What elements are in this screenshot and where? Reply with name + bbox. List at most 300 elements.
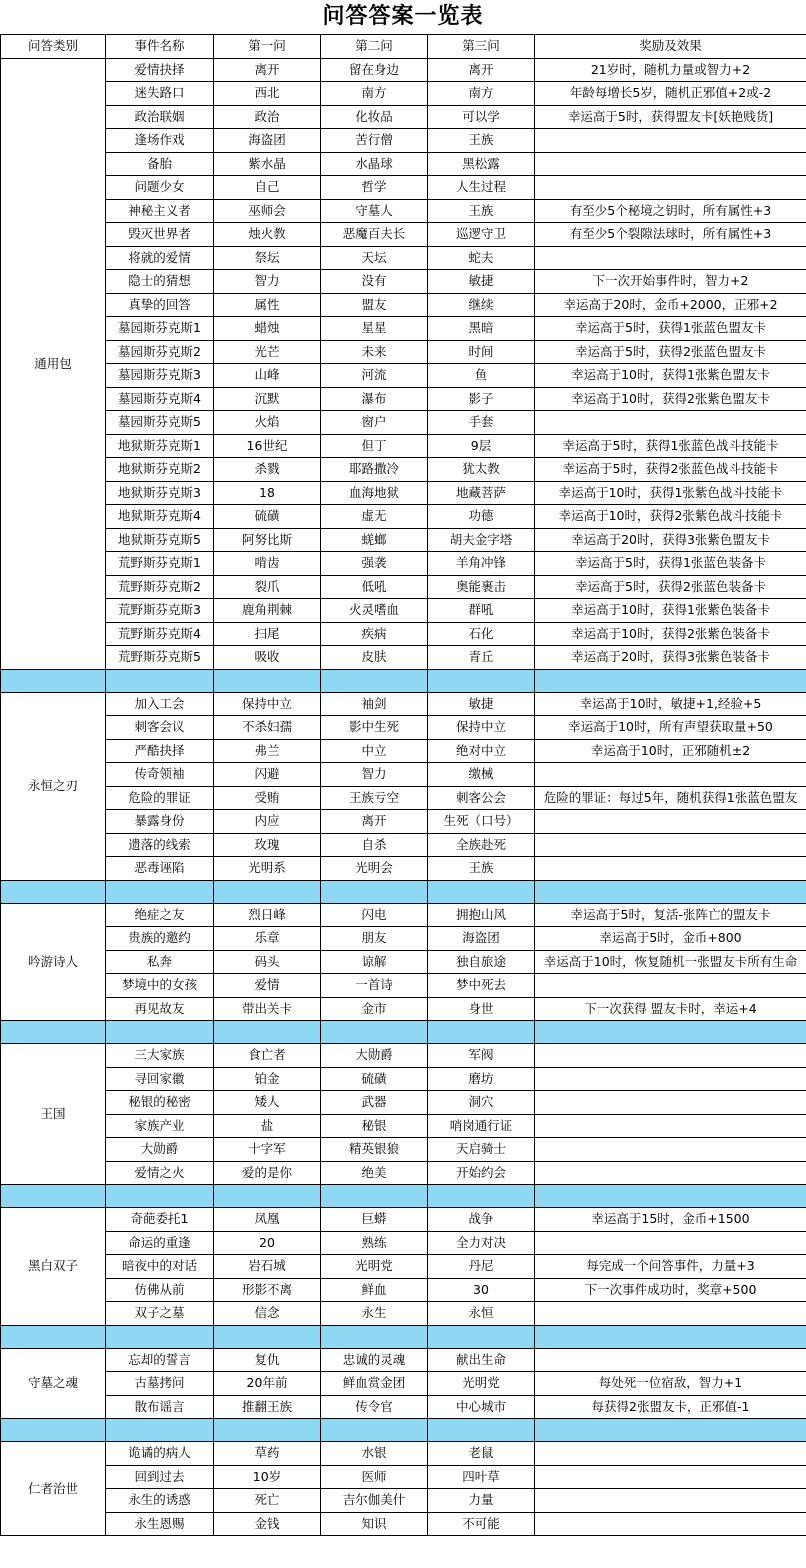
reward-cell: 幸运高于10时，所有声望获取量+50 [535,716,806,740]
q3-cell: 老鼠 [428,1442,535,1466]
reward-cell [535,1348,806,1372]
q1-cell: 凤凰 [214,1208,321,1232]
reward-cell [535,1138,806,1162]
q1-cell: 保持中立 [214,692,321,716]
q2-cell: 绝美 [321,1161,428,1185]
reward-cell: 幸运高于10时，获得2张紫色装备卡 [535,622,806,646]
q3-cell: 群吼 [428,599,535,623]
q3-cell: 海盗团 [428,927,535,951]
table-row [1,833,806,857]
table-row [1,176,806,200]
q3-cell: 时间 [428,340,535,364]
q3-cell: 巡逻守卫 [428,223,535,247]
q3-cell: 哨岗通行证 [428,1114,535,1138]
category-cell: 吟游诗人 [1,903,106,1021]
q3-cell: 献出生命 [428,1348,535,1372]
reward-cell [535,411,806,435]
separator-cell [428,1185,535,1208]
q3-cell: 功德 [428,505,535,529]
q2-cell: 耶路撒冷 [321,458,428,482]
event-name-cell: 地狱斯芬克斯4 [106,505,214,529]
table-row [1,105,806,129]
q1-cell: 烛火教 [214,223,321,247]
reward-cell: 危险的罪证：每过5年，随机获得1张蓝色盟友 [535,786,806,810]
q1-cell: 爱情 [214,974,321,998]
reward-cell: 幸运高于20时，获得3张紫色装备卡 [535,646,806,670]
q3-cell: 力量 [428,1489,535,1513]
reward-cell [535,152,806,176]
q2-cell: 皮肤 [321,646,428,670]
header-q3: 第三问 [428,35,535,59]
reward-cell: 幸运高于10时，获得1张紫色战斗技能卡 [535,481,806,505]
q1-cell: 智力 [214,270,321,294]
table-row [1,1231,806,1255]
q2-cell: 王族亏空 [321,786,428,810]
q3-cell: 可以学 [428,105,535,129]
event-name-cell: 寻回家徽 [106,1067,214,1091]
q1-cell: 十字军 [214,1138,321,1162]
table-row [1,364,806,388]
event-name-cell: 地狱斯芬克斯1 [106,434,214,458]
separator-cell [1,1185,106,1208]
q3-cell: 蛇夫 [428,246,535,270]
table-row [1,293,806,317]
separator-cell [106,1419,214,1442]
q3-cell: 军阀 [428,1044,535,1068]
separator-cell [321,880,428,903]
reward-cell [535,974,806,998]
separator-cell [1,669,106,692]
q1-cell: 矮人 [214,1091,321,1115]
reward-cell [535,763,806,787]
q1-cell: 光芒 [214,340,321,364]
q1-cell: 20年前 [214,1372,321,1396]
q3-cell: 生死（口号） [428,810,535,834]
event-name-cell: 散布谣言 [106,1395,214,1419]
q2-cell: 智力 [321,763,428,787]
reward-cell: 幸运高于10时，获得2张紫色战斗技能卡 [535,505,806,529]
reward-cell: 幸运高于10时，恢复随机一张盟友卡所有生命 [535,950,806,974]
table-row [1,1512,806,1536]
q1-cell: 形影不离 [214,1278,321,1302]
event-name-cell: 荒野斯芬克斯4 [106,622,214,646]
q3-cell: 羊角冲锋 [428,552,535,576]
event-name-cell: 刺客会议 [106,716,214,740]
q1-cell: 巫师会 [214,199,321,223]
reward-cell [535,1302,806,1326]
event-name-cell: 地狱斯芬克斯2 [106,458,214,482]
separator-cell [535,669,806,692]
table-row [1,458,806,482]
separator-cell [321,1021,428,1044]
separator-cell [535,1419,806,1442]
q2-cell: 熟练 [321,1231,428,1255]
table-row [1,1138,806,1162]
reward-cell: 幸运高于10时，正邪随机±2 [535,739,806,763]
q1-cell: 复仇 [214,1348,321,1372]
q1-cell: 乐章 [214,927,321,951]
q2-cell: 守墓人 [321,199,428,223]
q1-cell: 铂金 [214,1067,321,1091]
table-row [1,270,806,294]
q2-cell: 留在身边 [321,58,428,82]
q3-cell: 四叶草 [428,1465,535,1489]
table-row [1,152,806,176]
reward-cell: 有至少5个秘境之钥时，所有属性+3 [535,199,806,223]
q3-cell: 缴械 [428,763,535,787]
q2-cell: 窗户 [321,411,428,435]
reward-cell: 幸运高于5时，获得1张蓝色战斗技能卡 [535,434,806,458]
q1-cell: 光明系 [214,857,321,881]
q2-cell: 化妆品 [321,105,428,129]
separator-cell [1,1021,106,1044]
q2-cell: 鲜血赏金团 [321,1372,428,1396]
separator-cell [428,1419,535,1442]
event-name-cell: 奇葩委托1 [106,1208,214,1232]
reward-cell: 下一次开始事件时，智力+2 [535,270,806,294]
q2-cell: 苦行僧 [321,129,428,153]
reward-cell: 幸运高于20时，金币+2000，正邪+2 [535,293,806,317]
reward-cell: 幸运高于5时，金币+800 [535,927,806,951]
event-name-cell: 真挚的回答 [106,293,214,317]
reward-cell [535,1512,806,1536]
q2-cell: 巨蟒 [321,1208,428,1232]
reward-cell [535,1114,806,1138]
category-cell: 黑白双子 [1,1208,106,1326]
q1-cell: 岩石城 [214,1255,321,1279]
q3-cell: 胡夫金字塔 [428,528,535,552]
event-name-cell: 地狱斯芬克斯3 [106,481,214,505]
q1-cell: 死亡 [214,1489,321,1513]
table-row [1,599,806,623]
q2-cell: 自杀 [321,833,428,857]
q2-cell: 影中生死 [321,716,428,740]
q3-cell: 奥能裹击 [428,575,535,599]
event-name-cell: 永生恩赐 [106,1512,214,1536]
reward-cell: 幸运高于5时，复活-张阵亡的盟友卡 [535,903,806,927]
q1-cell: 18 [214,481,321,505]
event-name-cell: 家族产业 [106,1114,214,1138]
q2-cell: 强袭 [321,552,428,576]
q3-cell: 影子 [428,387,535,411]
q1-cell: 闪避 [214,763,321,787]
reward-cell: 有至少5个裂隙法球时，所有属性+3 [535,223,806,247]
event-name-cell: 加入工会 [106,692,214,716]
q1-cell: 硫磺 [214,505,321,529]
q2-cell: 血海地狱 [321,481,428,505]
reward-cell: 幸运高于5时，获得2张蓝色盟友卡 [535,340,806,364]
qa-table-body [1,58,806,1536]
event-name-cell: 毁灭世界者 [106,223,214,247]
header-reward: 奖励及效果 [535,35,806,59]
q1-cell: 16世纪 [214,434,321,458]
event-name-cell: 私奔 [106,950,214,974]
q1-cell: 属性 [214,293,321,317]
separator-cell [214,1325,321,1348]
q1-cell: 受贿 [214,786,321,810]
reward-cell: 每完成一个问答事件，力量+3 [535,1255,806,1279]
separator-cell [535,1325,806,1348]
q3-cell: 磨坊 [428,1067,535,1091]
event-name-cell: 墓园斯芬克斯3 [106,364,214,388]
event-name-cell: 三大家族 [106,1044,214,1068]
separator-cell [535,880,806,903]
table-row [1,1255,806,1279]
table-row [1,246,806,270]
q3-cell: 王族 [428,199,535,223]
reward-cell: 幸运高于5时，获得2张蓝色战斗技能卡 [535,458,806,482]
q3-cell: 鱼 [428,364,535,388]
separator-cell [428,1021,535,1044]
separator-cell [106,1021,214,1044]
category-cell: 永恒之刃 [1,692,106,880]
separator-cell [106,880,214,903]
group-separator-row [1,669,806,692]
separator-cell [428,669,535,692]
category-cell: 通用包 [1,58,106,669]
q2-cell: 光明党 [321,1255,428,1279]
table-row [1,1278,806,1302]
group-separator-row [1,1419,806,1442]
event-name-cell: 暗夜中的对话 [106,1255,214,1279]
reward-cell [535,1067,806,1091]
q3-cell: 绝对中立 [428,739,535,763]
table-row [1,528,806,552]
q2-cell: 秘银 [321,1114,428,1138]
q3-cell: 身世 [428,997,535,1021]
page-title: 问答答案一览表 [322,4,484,29]
table-row [1,317,806,341]
event-name-cell: 绝症之友 [106,903,214,927]
q1-cell: 祭坛 [214,246,321,270]
table-row [1,505,806,529]
table-row [1,739,806,763]
q3-cell: 中心城市 [428,1395,535,1419]
table-row [1,1372,806,1396]
table-row [1,411,806,435]
event-name-cell: 仿佛从前 [106,1278,214,1302]
q2-cell: 水银 [321,1442,428,1466]
q3-cell: 9层 [428,434,535,458]
q1-cell: 信念 [214,1302,321,1326]
q3-cell: 南方 [428,82,535,106]
separator-cell [535,1021,806,1044]
table-row [1,810,806,834]
q1-cell: 沉默 [214,387,321,411]
q1-cell: 杀戮 [214,458,321,482]
q2-cell: 虚无 [321,505,428,529]
q3-cell: 手套 [428,411,535,435]
q3-cell: 永恒 [428,1302,535,1326]
table-row [1,1395,806,1419]
q3-cell: 洞穴 [428,1091,535,1115]
q1-cell: 火焰 [214,411,321,435]
q2-cell: 鲜血 [321,1278,428,1302]
separator-cell [106,669,214,692]
header-category: 问答类别 [1,35,106,59]
q2-cell: 朋友 [321,927,428,951]
reward-cell [535,1231,806,1255]
header-event-name: 事件名称 [106,35,214,59]
q3-cell: 石化 [428,622,535,646]
separator-cell [321,1325,428,1348]
q1-cell: 海盗团 [214,129,321,153]
reward-cell [535,1161,806,1185]
q2-cell: 疾病 [321,622,428,646]
table-row [1,575,806,599]
event-name-cell: 墓园斯芬克斯5 [106,411,214,435]
reward-cell: 幸运高于5时，获得1张蓝色盟友卡 [535,317,806,341]
q3-cell: 全力对决 [428,1231,535,1255]
q3-cell: 敏捷 [428,692,535,716]
table-row [1,927,806,951]
q2-cell: 水晶球 [321,152,428,176]
event-name-cell: 梦境中的女孩 [106,974,214,998]
q2-cell: 瀑布 [321,387,428,411]
category-cell: 王国 [1,1044,106,1185]
table-row [1,1302,806,1326]
qa-table [0,34,806,1536]
reward-cell: 幸运高于10时，获得1张紫色装备卡 [535,599,806,623]
q2-cell: 武器 [321,1091,428,1115]
q2-cell: 永生 [321,1302,428,1326]
q3-cell: 继续 [428,293,535,317]
separator-cell [106,1325,214,1348]
reward-cell: 年龄每增长5岁，随机正邪值+2或-2 [535,82,806,106]
table-row [1,997,806,1021]
header-q1: 第一问 [214,35,321,59]
separator-cell [1,1325,106,1348]
q2-cell: 哲学 [321,176,428,200]
table-row [1,974,806,998]
category-cell: 守墓之魂 [1,1348,106,1419]
separator-cell [321,1419,428,1442]
q3-cell: 人生过程 [428,176,535,200]
q1-cell: 吸收 [214,646,321,670]
separator-cell [106,1185,214,1208]
q2-cell: 光明会 [321,857,428,881]
table-row [1,1465,806,1489]
q1-cell: 裂爪 [214,575,321,599]
q2-cell: 吉尔伽美什 [321,1489,428,1513]
table-row [1,950,806,974]
table-row [1,199,806,223]
q2-cell: 忠诚的灵魂 [321,1348,428,1372]
table-row [1,1114,806,1138]
q2-cell: 知识 [321,1512,428,1536]
reward-cell [535,129,806,153]
q2-cell: 闪电 [321,903,428,927]
group-separator-row [1,1325,806,1348]
q1-cell: 内应 [214,810,321,834]
q2-cell: 蜣螂 [321,528,428,552]
q1-cell: 草药 [214,1442,321,1466]
q1-cell: 阿努比斯 [214,528,321,552]
q2-cell: 河流 [321,364,428,388]
reward-cell [535,833,806,857]
q1-cell: 蜡烛 [214,317,321,341]
q2-cell: 没有 [321,270,428,294]
table-row [1,481,806,505]
separator-cell [321,1185,428,1208]
reward-cell: 幸运高于10时，获得1张紫色盟友卡 [535,364,806,388]
reward-cell: 幸运高于10时，获得2张紫色盟友卡 [535,387,806,411]
q1-cell: 烈日峰 [214,903,321,927]
reward-cell [535,810,806,834]
q2-cell: 但丁 [321,434,428,458]
table-row [1,692,806,716]
q1-cell: 盐 [214,1114,321,1138]
event-name-cell: 将就的爱情 [106,246,214,270]
table-row [1,1067,806,1091]
reward-cell: 幸运高于5时，获得2张蓝色装备卡 [535,575,806,599]
q1-cell: 食亡者 [214,1044,321,1068]
reward-cell: 每获得2张盟友卡，正邪值-1 [535,1395,806,1419]
q2-cell: 金市 [321,997,428,1021]
q2-cell: 袖剑 [321,692,428,716]
table-row [1,434,806,458]
header-q2: 第二问 [321,35,428,59]
separator-cell [535,1185,806,1208]
separator-cell [428,880,535,903]
separator-cell [1,880,106,903]
event-name-cell: 备胎 [106,152,214,176]
reward-cell: 幸运高于5时，获得1张蓝色装备卡 [535,552,806,576]
q3-cell: 犹太教 [428,458,535,482]
table-row [1,1161,806,1185]
q2-cell: 传令官 [321,1395,428,1419]
event-name-cell: 遗落的线索 [106,833,214,857]
reward-cell: 幸运高于20时，获得3张紫色盟友卡 [535,528,806,552]
event-name-cell: 逢场作戏 [106,129,214,153]
separator-cell [428,1325,535,1348]
event-name-cell: 诡谲的病人 [106,1442,214,1466]
table-row [1,1489,806,1513]
q2-cell: 火灵嗜血 [321,599,428,623]
reward-cell: 下一次获得 盟友卡时，幸运+4 [535,997,806,1021]
event-name-cell: 地狱斯芬克斯5 [106,528,214,552]
table-row [1,763,806,787]
q3-cell: 全族赴死 [428,833,535,857]
event-name-cell: 传奇领袖 [106,763,214,787]
q3-cell: 拥抱山风 [428,903,535,927]
reward-cell [535,246,806,270]
q1-cell: 山峰 [214,364,321,388]
table-row [1,1091,806,1115]
reward-cell [535,176,806,200]
event-name-cell: 墓园斯芬克斯2 [106,340,214,364]
q1-cell: 金钱 [214,1512,321,1536]
event-name-cell: 墓园斯芬克斯4 [106,387,214,411]
table-row [1,716,806,740]
q3-cell: 敏捷 [428,270,535,294]
q3-cell: 青丘 [428,646,535,670]
q1-cell: 20 [214,1231,321,1255]
q1-cell: 自己 [214,176,321,200]
table-row [1,903,806,927]
event-name-cell: 爱情之火 [106,1161,214,1185]
event-name-cell: 神秘主义者 [106,199,214,223]
event-name-cell: 再见故友 [106,997,214,1021]
q3-cell: 保持中立 [428,716,535,740]
q1-cell: 玫瑰 [214,833,321,857]
q2-cell: 南方 [321,82,428,106]
event-name-cell: 忘却的誓言 [106,1348,214,1372]
event-name-cell: 恶毒诬陷 [106,857,214,881]
event-name-cell: 大勋爵 [106,1138,214,1162]
table-row [1,1348,806,1372]
q3-cell: 黑松露 [428,152,535,176]
